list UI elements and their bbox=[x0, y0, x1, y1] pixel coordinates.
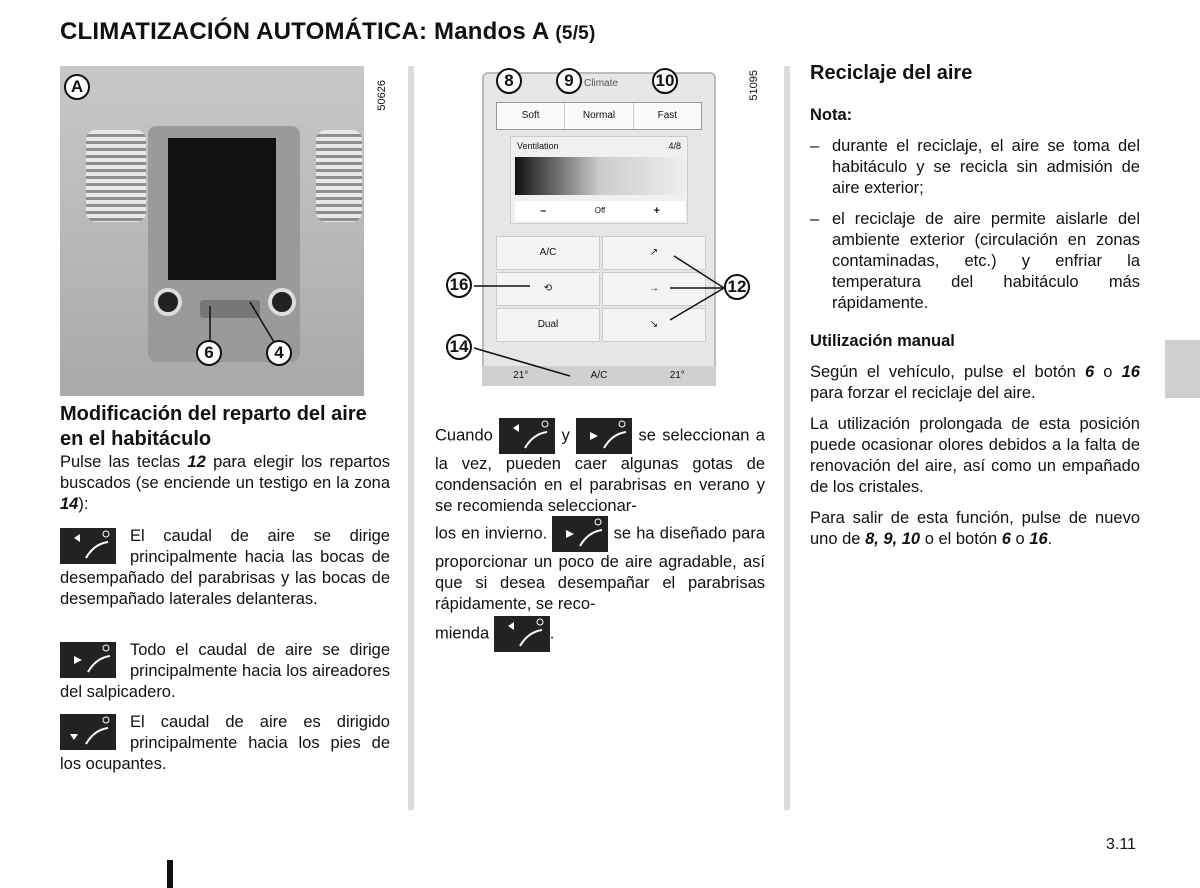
zone-ref: 14 bbox=[60, 495, 79, 513]
recirculation-icon: ⟲ bbox=[496, 272, 600, 306]
crop-mark bbox=[167, 860, 173, 888]
distribution-item-feet: El caudal de aire es dirigido principalmente hacia los pies de los ocupantes. bbox=[60, 713, 390, 773]
feet-distribution-icon bbox=[60, 714, 116, 750]
callout-6: 6 bbox=[196, 340, 222, 366]
figure-label: A bbox=[64, 74, 90, 100]
face-distribution-icon bbox=[576, 418, 632, 454]
section-heading-recycling: Reciclaje del aire bbox=[810, 62, 973, 84]
ventilation-value: 4/8 bbox=[668, 141, 681, 151]
figure-code: 51095 bbox=[748, 70, 760, 101]
bottom-ac: A/C bbox=[590, 370, 608, 381]
intro-paragraph: Pulse las teclas 12 para elegir los repartos buscados (se enciende un testigo en la zona 14): bbox=[60, 453, 390, 513]
page-title-suffix: (5/5) bbox=[555, 23, 596, 44]
exit-paragraph: Para salir de esta función, pulse de nuevo uno de 8, 9, 10 o el botón 6 o 16. bbox=[810, 509, 1140, 548]
callout-lines bbox=[474, 66, 770, 392]
off-control: Off bbox=[594, 206, 606, 215]
windscreen-distribution-icon bbox=[494, 616, 550, 652]
face-distribution-icon bbox=[552, 516, 608, 552]
callout-4: 4 bbox=[266, 340, 292, 366]
condensation-paragraph: Cuando y se seleccionan a la vez, pueden caer algunas gotas de condensación en el parabrisas en verano y se recomienda seleccionar- bbox=[435, 418, 765, 517]
callout-10: 10 bbox=[652, 68, 678, 94]
recommend-paragraph: mienda . bbox=[435, 616, 765, 652]
callout-16: 16 bbox=[446, 272, 472, 298]
ventilation-label: Ventilation bbox=[517, 141, 559, 151]
column-divider bbox=[408, 66, 414, 810]
list-item: – durante el reciclaje, el aire se toma del habitáculo y se recicla sin admisión de aire exterior; bbox=[810, 136, 1140, 199]
windscreen-distribution-icon: ↗ bbox=[602, 236, 706, 270]
distribution-item-windscreen: El caudal de aire se dirige principalmente hacia las bocas de desempañado del parabrisas y las bocas de desempañado laterales delanteras. bbox=[60, 527, 390, 608]
callout-12: 12 bbox=[724, 274, 750, 300]
column-divider bbox=[784, 66, 790, 810]
figure-margin bbox=[364, 66, 390, 396]
manual-paragraph: Según el vehículo, pulse el botón 6 o 16 para forzar el reciclaje del aire. bbox=[810, 363, 1140, 402]
screen-title: Climate bbox=[584, 78, 618, 89]
page-title: CLIMATIZACIÓN AUTOMÁTICA: Mandos A (5/5) bbox=[60, 18, 596, 45]
distribution-item-face: Todo el caudal de aire se dirige principalmente hacia los aireadores del salpicadero. bbox=[60, 641, 390, 701]
callout-9: 9 bbox=[556, 68, 582, 94]
temp-right: 21° bbox=[669, 370, 685, 381]
dashboard-illustration bbox=[60, 66, 364, 396]
tab-fast: Fast bbox=[657, 110, 678, 121]
list-item: – el reciclaje de aire permite aislarle del ambiente exterior (circulación en zonas contaminadas, etc.) y enfriar la temperatura del habitáculo más rápidamente. bbox=[810, 209, 1140, 314]
key-ref: 12 bbox=[187, 453, 206, 471]
chapter-tab bbox=[1165, 340, 1200, 398]
winter-paragraph: los en invierno. se ha diseñado para proporcionar un poco de aire agradable, así que si desea desempañar el parabrisas rápidamente, se reco- bbox=[435, 516, 765, 615]
windscreen-distribution-icon bbox=[60, 528, 116, 564]
feet-distribution-icon: ↘ bbox=[602, 308, 706, 342]
dual-button: Dual bbox=[496, 308, 600, 342]
ac-button: A/C bbox=[496, 236, 600, 270]
subheading-manual: Utilización manual bbox=[810, 332, 955, 350]
figure-code: 50626 bbox=[376, 80, 388, 111]
face-distribution-icon: → bbox=[602, 272, 706, 306]
temp-left: 21° bbox=[513, 370, 529, 381]
warning-paragraph: La utilización prolongada de esta posición puede ocasionar olores debidos a la falta de renovación del aire, así como un empañado de los cristales. bbox=[810, 415, 1140, 496]
figure-climate-screen bbox=[449, 66, 770, 392]
page-number: 3.11 bbox=[1106, 836, 1136, 853]
minus-control: – bbox=[540, 205, 547, 217]
section-heading: Modificación del reparto del aire en el habitáculo bbox=[60, 403, 367, 450]
face-distribution-icon bbox=[60, 642, 116, 678]
plus-control: + bbox=[653, 205, 660, 217]
tab-soft: Soft bbox=[497, 103, 565, 129]
callout-8: 8 bbox=[496, 68, 522, 94]
callout-14: 14 bbox=[446, 334, 472, 360]
note-list bbox=[810, 136, 1140, 324]
note-label: Nota: bbox=[810, 106, 853, 124]
figure-dashboard bbox=[60, 66, 390, 396]
tab-normal: Normal bbox=[565, 103, 633, 129]
windscreen-distribution-icon bbox=[499, 418, 555, 454]
